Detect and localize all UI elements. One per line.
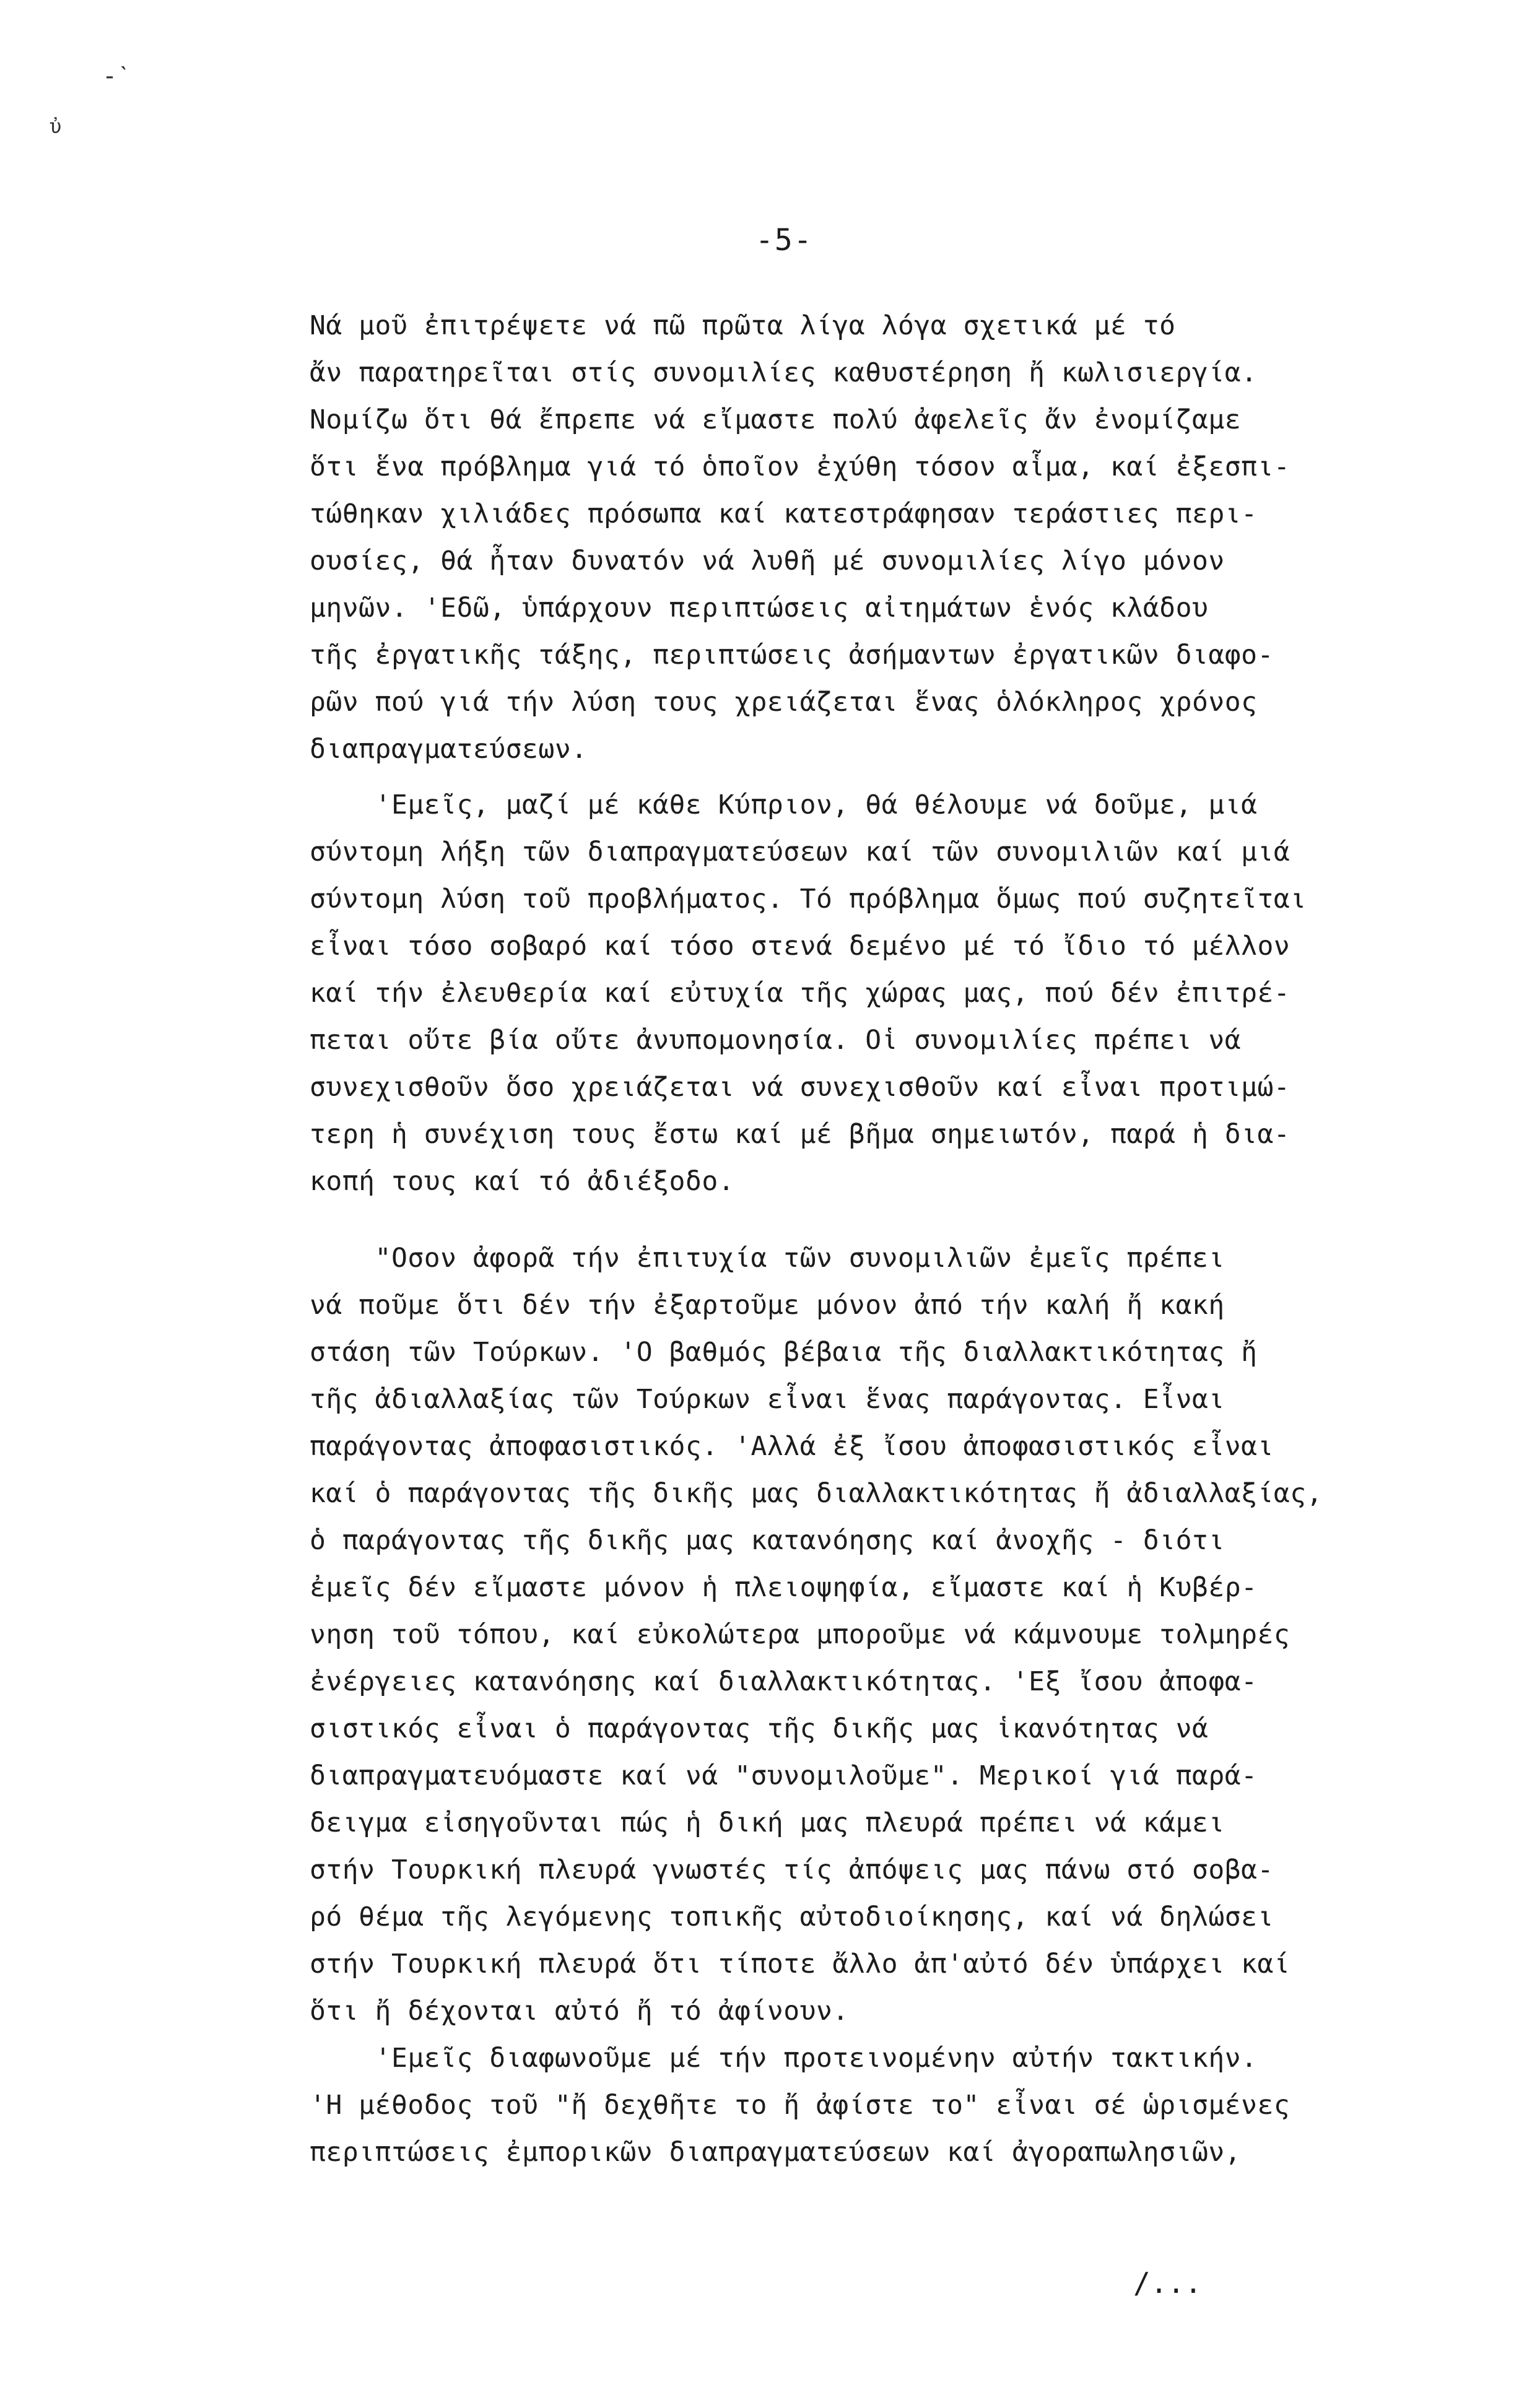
paragraph-2 [310,781,1474,1205]
text-line: πεται οὔτε βία οὔτε ἀνυπομονησία. Οἱ συνομιλίες πρέπει νά [310,1025,1242,1056]
text-line: δειγμα εἰσηγοῦνται πώς ἡ δική μας πλευρά πρέπει νά κάμει [310,1807,1225,1838]
paragraph-3 [310,1235,1474,2035]
text-line: 'Εμεῖς, μαζί μέ κάθε Κύπριον, θά θέλουμε νά δοῦμε, μιά [310,789,1258,820]
text-line: "Οσον ἀφορᾶ τήν ἐπιτυχία τῶν συνομιλιῶν ἐμεῖς πρέπει [310,1243,1225,1274]
text-line: ὁ παράγοντας τῆς δικῆς μας κατανόησης καί ἀνοχῆς - διότι [310,1525,1225,1556]
text-line: στάση τῶν Τούρκων. 'Ο βαθμός βέβαια τῆς διαλλακτικότητας ἤ [310,1337,1258,1368]
text-line: εἶναι τόσο σοβαρό καί τόσο στενά δεμένο μέ τό ἴδιο τό μέλλον [310,931,1290,962]
text-line: 'Η μέθοδος τοῦ "ἤ δεχθῆτε το ἤ ἀφίστε το" εἶναι σέ ὡρισμένες [310,2090,1290,2121]
page-number: -5- [755,223,813,258]
text-line: νά ποῦμε ὅτι δέν τήν ἐξαρτοῦμε μόνον ἀπό τήν καλή ἤ κακή [310,1290,1225,1321]
margin-mark-left: ὐ [50,115,62,138]
text-line: συνεχισθοῦν ὅσο χρειάζεται νά συνεχισθοῦν καί εἶναι προτιμώ- [310,1072,1290,1103]
text-line: ἐνέργειες κατανόησης καί διαλλακτικότητας. 'Εξ ἴσου ἀποφα- [310,1666,1258,1697]
text-line: τῆς ἀδιαλλαξίας τῶν Τούρκων εἶναι ἕνας παράγοντας. Εἶναι [310,1384,1225,1415]
paragraph-1 [310,302,1474,773]
text-line: σιστικός εἶναι ὁ παράγοντας τῆς δικῆς μας ἱκανότητας νά [310,1713,1209,1744]
text-line: τῆς ἐργατικῆς τάξης, περιπτώσεις ἀσήμαντων ἐργατικῶν διαφο- [310,640,1274,671]
text-line: σύντομη λύση τοῦ προβλήματος. Τό πρόβλημα ὅμως πού συζητεῖται [310,884,1307,915]
text-line: ἐμεῖς δέν εἴμαστε μόνον ἡ πλειοψηφία, εἴμαστε καί ἡ Κυβέρ- [310,1572,1258,1603]
text-line: ουσίες, θά ἦταν δυνατόν νά λυθῆ μέ συνομιλίες λίγο μόνον [310,545,1225,576]
text-line: διαπραγματευόμαστε καί νά "συνομιλοῦμε". Μερικοί γιά παρά- [310,1760,1258,1791]
continuation-mark: /... [1133,2266,1202,2300]
paragraph-4 [310,2035,1474,2176]
text-line: ρό θέμα τῆς λεγόμενης τοπικῆς αὐτοδιοίκησης, καί νά δηλώσει [310,1902,1274,1932]
text-line: μηνῶν. 'Εδῶ, ὑπάρχουν περιπτώσεις αἰτημάτων ἑνός κλάδου [310,593,1209,624]
text-line: ρῶν πού γιά τήν λύση τους χρειάζεται ἕνας ὁλόκληρος χρόνος [310,687,1258,718]
text-line: Νομίζω ὅτι θά ἔπρεπε νά εἴμαστε πολύ ἀφελεῖς ἄν ἐνομίζαμε [310,404,1242,435]
text-line: σύντομη λήξη τῶν διαπραγματεύσεων καί τῶν συνομιλιῶν καί μιά [310,837,1290,867]
text-line: καί τήν ἐλευθερία καί εὐτυχία τῆς χώρας μας, πού δέν ἐπιτρέ- [310,978,1290,1009]
text-line: Νά μοῦ ἐπιτρέψετε νά πῶ πρῶτα λίγα λόγα σχετικά μέ τό [310,310,1176,341]
text-line: κοπή τους καί τό ἀδιέξοδο. [310,1166,735,1197]
text-line: ὅτι ἤ δέχονται αὐτό ἤ τό ἀφίνουν. [310,1996,849,2027]
text-line: στήν Τουρκική πλευρά γνωστές τίς ἀπόψεις μας πάνω στό σοβα- [310,1854,1274,1885]
text-line: καί ὁ παράγοντας τῆς δικῆς μας διαλλακτικότητας ἤ ἀδιαλλαξίας, [310,1478,1323,1509]
text-line: διαπραγματεύσεων. [310,734,588,765]
margin-mark-top: -ˋ [102,62,133,90]
text-line: τώθηκαν χιλιάδες πρόσωπα καί κατεστράφησαν τεράστιες περι- [310,498,1258,529]
text-line: στήν Τουρκική πλευρά ὅτι τίποτε ἄλλο ἀπ'αὐτό δέν ὑπάρχει καί [310,1949,1290,1980]
text-line: τερη ἡ συνέχιση τους ἔστω καί μέ βῆμα σημειωτόν, παρά ἡ δια- [310,1119,1290,1150]
text-line: νηση τοῦ τόπου, καί εὐκολώτερα μποροῦμε νά κάμνουμε τολμηρές [310,1619,1290,1650]
text-line: 'Εμεῖς διαφωνοῦμε μέ τήν προτεινομένην αὐτήν τακτικήν. [310,2043,1258,2074]
text-line: παράγοντας ἀποφασιστικός. 'Αλλά ἐξ ἴσου ἀποφασιστικός εἶναι [310,1431,1274,1462]
text-line: ὅτι ἕνα πρόβλημα γιά τό ὁποῖον ἐχύθη τόσον αἷμα, καί ἐξεσπι- [310,451,1290,482]
text-line: ἄν παρατηρεῖται στίς συνομιλίες καθυστέρηση ἤ κωλισιεργία. [310,357,1258,388]
text-line: περιπτώσεις ἐμπορικῶν διαπραγματεύσεων καί ἀγοραπωλησιῶν, [310,2137,1242,2168]
